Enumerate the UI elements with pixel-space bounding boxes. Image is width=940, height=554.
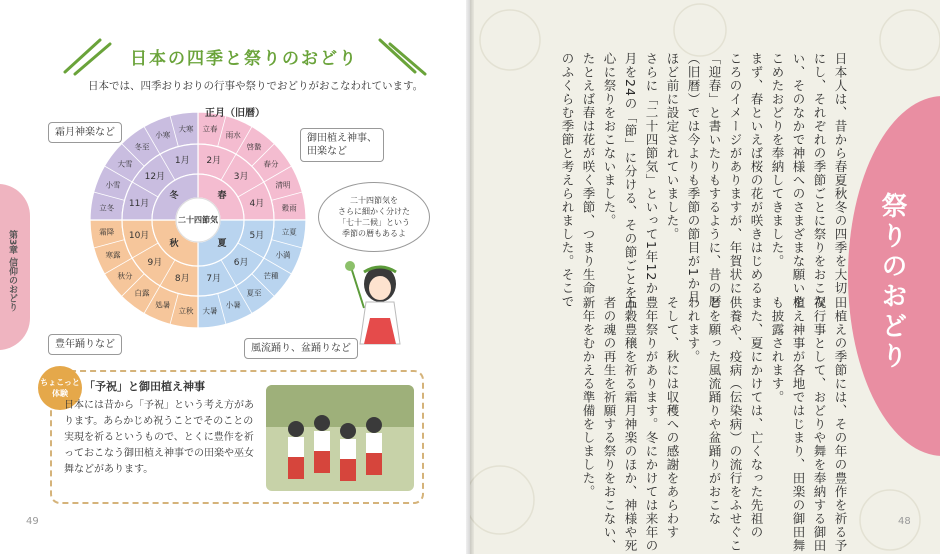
dancers-illustration	[266, 385, 414, 491]
bubble-line-1: 二十四節気を	[350, 196, 398, 205]
solar-term-label: 春分	[263, 159, 279, 169]
wheel-center-label: 二十四節気	[178, 215, 218, 225]
body-text-column: 豊年祭りがあります。冬にかけては来年の	[644, 296, 659, 553]
page-number-right: 48	[898, 516, 911, 527]
body-text-column: 心に祭りをおこないました。	[602, 52, 617, 228]
body-text-column: 月を24の「節」に分ける、その節ごとを中	[623, 52, 638, 313]
month-label: 4月	[249, 199, 265, 210]
right-page	[470, 0, 940, 554]
body-text-column: 供養や、疫病（伝染病）の流行をふせぐこ	[728, 296, 743, 553]
callout-spring	[300, 128, 384, 162]
body-text-column: も披露されます。	[770, 296, 785, 404]
title-deco-right	[370, 36, 430, 76]
solar-term-label: 秋分	[117, 271, 133, 281]
solar-term-label: 立夏	[281, 227, 297, 237]
bubble-line-3: 「七十二候」という	[338, 218, 410, 227]
season-label: 秋	[169, 239, 179, 250]
body-text-column: そして、秋には収穫への感謝をあらわす	[665, 296, 680, 539]
title-deco-left	[60, 36, 120, 76]
body-text-column: 祝行事として、おどりや舞を奉納する御田	[812, 296, 827, 553]
speech-bubble	[318, 182, 430, 252]
solar-term-label: 白露	[134, 288, 150, 298]
month-label: 12月	[144, 171, 166, 182]
solar-term-label: 小暑	[225, 300, 241, 310]
solar-term-label: 処暑	[155, 300, 171, 310]
body-text-column: 植え神事が各地ではじまり、田楽の御田舞	[791, 296, 806, 553]
month-label: 9月	[147, 258, 163, 269]
page-subtitle: 日本では、四季おりおりの行事や祭りでおどりがおこなわれています。	[88, 80, 424, 92]
month-label: 6月	[233, 258, 249, 269]
body-text-column: ころのイメージがありますが、年賀状に	[728, 52, 743, 295]
column-badge-line2: 体験	[52, 389, 68, 398]
month-label: 3月	[233, 171, 249, 182]
season-label: 夏	[217, 239, 227, 250]
callout-autumn: 豊年踊りなど	[48, 334, 122, 355]
solar-term-label: 大暑	[202, 306, 218, 316]
body-text-column: 「迎春」と書いたりもするように、昔の暦	[707, 52, 722, 309]
solar-term-label: 啓蟄	[246, 142, 262, 152]
body-text-column: （旧暦）では今よりも季節の節目が1か月	[686, 52, 701, 304]
solar-term-label: 小満	[275, 250, 291, 260]
section-title: 祭りのおどり	[877, 192, 907, 372]
season-label: 春	[217, 190, 227, 201]
solar-term-label: 立春	[202, 124, 218, 134]
page-number-left: 49	[26, 516, 39, 527]
month-label: 8月	[174, 273, 190, 284]
callout-winter: 霜月神楽など	[48, 122, 122, 143]
bubble-line-2: さらに細かく分けた	[338, 207, 410, 216]
body-text-column: また、夏にかけては、亡くなった先祖の	[749, 296, 764, 539]
body-text-column: たとえば春は花が咲く季節、つまり生命	[581, 52, 596, 295]
month-label: 10月	[128, 230, 150, 241]
body-text-column: われます。	[686, 296, 701, 364]
chapter-tab-label: 第3章 信仰のおどり	[7, 230, 17, 312]
month-label: 5月	[249, 230, 265, 241]
miko-girl-illustration	[340, 258, 410, 348]
column-heading: 「予祝」と御田植え神事	[84, 380, 205, 393]
body-text-column: 田植えの季節には、その年の豊作を祈る予	[833, 296, 848, 553]
solar-term-label: 清明	[275, 180, 291, 190]
solar-term-label: 立秋	[178, 306, 194, 316]
body-text-column: い、そのなかで神様へのさまざまな願いを	[791, 52, 806, 309]
book-spine	[466, 0, 474, 554]
month-label: 11月	[128, 199, 150, 210]
body-text-column: 五穀豊穣を祈る霜月神楽のほか、神様や死	[623, 296, 638, 553]
callout-summer: 風流踊り、盆踊りなど	[244, 338, 358, 359]
month-label: 1月	[174, 156, 190, 167]
callout-spring-line1: 御田植え神事、	[307, 133, 377, 144]
callout-spring-line2: 田楽など	[307, 146, 347, 157]
solar-term-label: 穀雨	[281, 203, 297, 213]
body-text-column: 者の魂の再生を祈願する祭りをおこない、	[602, 296, 617, 553]
wheel-top-label: 正月（旧暦）	[205, 108, 265, 119]
body-text-column: まず、春といえば桜の花が咲きはじめる	[749, 52, 764, 295]
season-label: 冬	[169, 190, 179, 201]
solar-term-label: 小寒	[155, 130, 171, 140]
body-text-column: 新年をむかえる準備をしました。	[581, 296, 596, 499]
body-text-column: のふくらむ季節と考えられました。そこで	[560, 52, 575, 309]
solar-term-label: 冬至	[134, 142, 150, 152]
solar-term-label: 夏至	[246, 288, 262, 298]
bubble-line-4: 季節の暦もあるよ	[342, 229, 406, 238]
body-text-column: とを願った風流踊りや盆踊りがおこな	[707, 296, 722, 526]
solar-term-label: 霜降	[99, 227, 115, 237]
month-label: 2月	[206, 156, 222, 167]
body-text-column: にし、それぞれの季節ごとに祭りをおこな	[812, 52, 827, 309]
column-badge-line1: ちょこっと	[40, 378, 80, 387]
solar-term-label: 立冬	[99, 203, 115, 213]
season-wheel	[88, 110, 308, 330]
body-text-column: ほど前に設定されていました。	[665, 52, 680, 241]
column-body: 日本には昔から「予祝」という考え方があります。あらかじめ祝うことでそのことの実現を祈るというもので、とくに豊作を祈っておこなう御田植え神事での田楽や巫女舞などがあります。	[64, 400, 254, 475]
body-text-column: 日本人は、昔から春夏秋冬の四季を大切	[833, 52, 848, 295]
body-text-column: こめたおどりを奉納してきました。	[770, 52, 785, 268]
solar-term-label: 芒種	[263, 271, 279, 281]
solar-term-label: 雨水	[225, 130, 241, 140]
solar-term-label: 大寒	[178, 124, 194, 134]
page-title: 日本の四季と祭りのおどり	[130, 49, 358, 69]
solar-term-label: 寒露	[105, 250, 121, 260]
solar-term-label: 小雪	[105, 180, 121, 190]
solar-term-label: 大雪	[117, 159, 133, 169]
month-label: 7月	[206, 273, 222, 284]
body-text-column: さらに「二十四節気」といって1年12か	[644, 52, 659, 295]
